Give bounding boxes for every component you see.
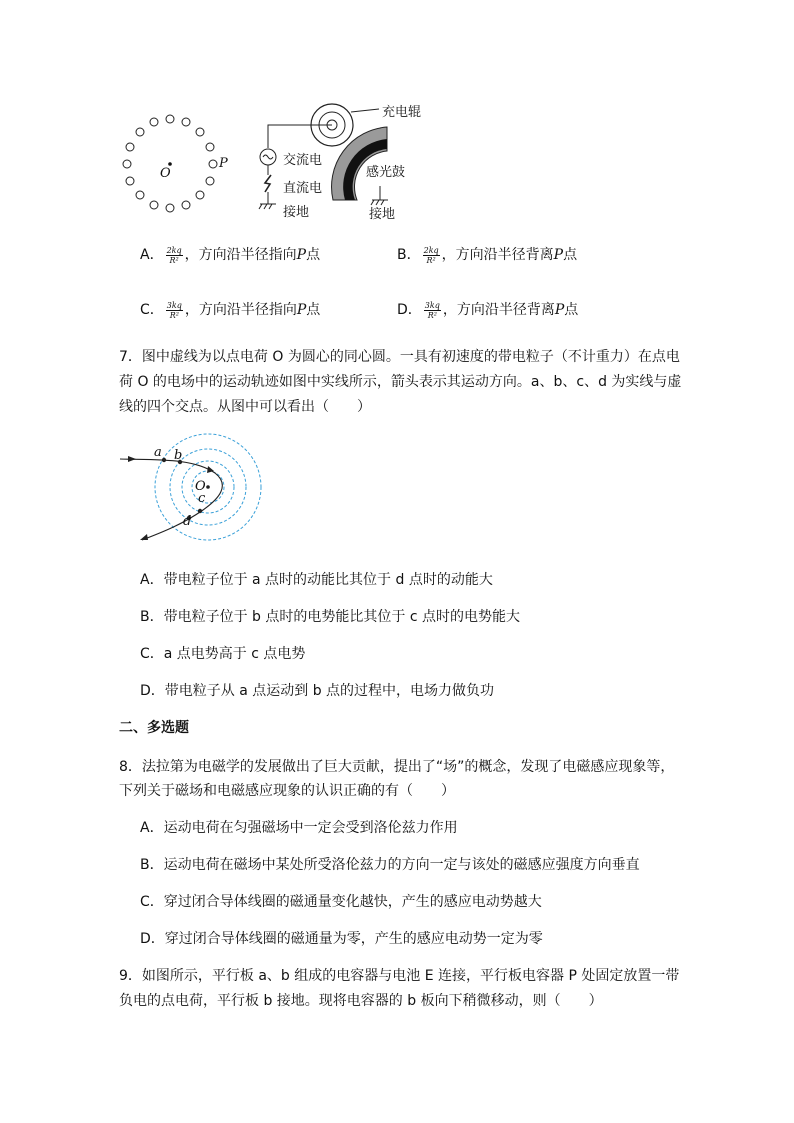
q7-option-b: B．带电粒子位于 b 点时的电势能比其位于 c 点时的电势能大 (140, 609, 520, 625)
dc-source-icon (265, 175, 271, 192)
q9-stem-line2: 负电的点电荷，平行板 b 接地。现将电容器的 b 板向下稍微移动，则（ ） (119, 993, 603, 1009)
ring-charge (166, 115, 174, 123)
ground-right-label: 接地 (369, 207, 396, 222)
ring-charge (123, 160, 131, 168)
circuit-wire (268, 125, 332, 148)
drum-label: 感光鼓 (366, 165, 406, 180)
ring-charge (209, 160, 217, 168)
q8-stem-line2: 下列关于磁场和电磁感应现象的认识正确的有（ ） (119, 783, 455, 799)
ring-charge (196, 191, 204, 199)
point-c (198, 509, 202, 513)
ring-charge (166, 204, 174, 212)
ring-charge (196, 128, 204, 136)
concentric-field-figure (118, 428, 268, 548)
point-label: P (219, 156, 228, 171)
ground-left-label: 接地 (283, 205, 310, 220)
ring-charge (150, 118, 158, 126)
q7-stem-line1: 7．图中虚线为以点电荷 O 为圆心的同心圆。一具有初速度的带电粒子（不计重力）在点电 (119, 349, 680, 365)
arrow-in-icon (128, 456, 136, 462)
ring-charge (136, 191, 144, 199)
particle-trajectory (120, 459, 222, 540)
ac-label: 交流电 (283, 153, 323, 168)
charge-o (206, 485, 210, 489)
q6-option-b: B． $\frac{2kq}{\text{R²}}$ ，方向沿半径背离P点 (397, 245, 578, 265)
q8-option-a: A．运动电荷在匀强磁场中一定会受到洛伦兹力作用 (140, 820, 458, 836)
ring-charge (150, 201, 158, 209)
ring-charge (206, 143, 214, 151)
q9-stem-line1: 9．如图所示，平行板 a、b 组成的电容器与电池 E 连接，平行板电容器 P 处固定放置一带 (119, 968, 680, 984)
center-label: O (160, 166, 171, 181)
q6-option-c: C． $\frac{3kq}{\text{R²}}$ ，方向沿半径指向P点 (140, 300, 321, 320)
q6-option-d: D． $\frac{3kq}{\text{R²}}$ ，方向沿半径背离P点 (397, 300, 579, 320)
charging-roller-label: 充电辊 (382, 105, 422, 120)
label-a: a (154, 445, 162, 460)
q6-option-a: A． $\frac{2kq}{\text{R²}}$ ，方向沿半径指向P点 (140, 245, 321, 265)
section-heading: 二、多选题 (119, 720, 189, 736)
q8-option-b: B．运动电荷在磁场中某处所受洛伦兹力的方向一定与该处的磁感应强度方向垂直 (140, 857, 640, 873)
dc-label: 直流电 (283, 181, 323, 196)
point-a (162, 458, 166, 462)
ring-charge (126, 177, 134, 185)
ring-charge (206, 177, 214, 185)
ring-charge (182, 118, 190, 126)
q7-stem-line3: 线的四个交点。从图中可以看出（ ） (119, 399, 371, 415)
label-b: b (174, 448, 183, 463)
q8-option-d: D．穿过闭合导体线圈的磁通量为零，产生的感应电动势一定为零 (140, 931, 543, 947)
q7-option-d: D．带电粒子从 a 点运动到 b 点的过程中，电场力做负功 (140, 683, 495, 699)
label-d: d (183, 514, 192, 529)
ring-charge (136, 128, 144, 136)
q8-stem-line1: 8．法拉第为电磁学的发展做出了巨大贡献，提出了“场”的概念，发现了电磁感应现象等， (119, 759, 675, 775)
q7-stem-line2: 荷 O 的电场中的运动轨迹如图中实线所示，箭头表示其运动方向。a、b、c、d 为实线与虚 (119, 374, 682, 390)
q7-option-a: A．带电粒子位于 a 点时的动能比其位于 d 点时的动能大 (140, 572, 493, 588)
arrow-out-icon (140, 534, 148, 540)
label-o: O (195, 479, 206, 494)
q8-option-c: C．穿过闭合导体线圈的磁通量变化越快，产生的感应电动势越大 (140, 894, 542, 910)
ring-charge (182, 201, 190, 209)
ring-charge (126, 143, 134, 151)
roller-leader-line (351, 109, 379, 112)
q7-option-c: C．a 点电势高于 c 点电势 (140, 646, 306, 662)
label-c: c (198, 491, 206, 506)
